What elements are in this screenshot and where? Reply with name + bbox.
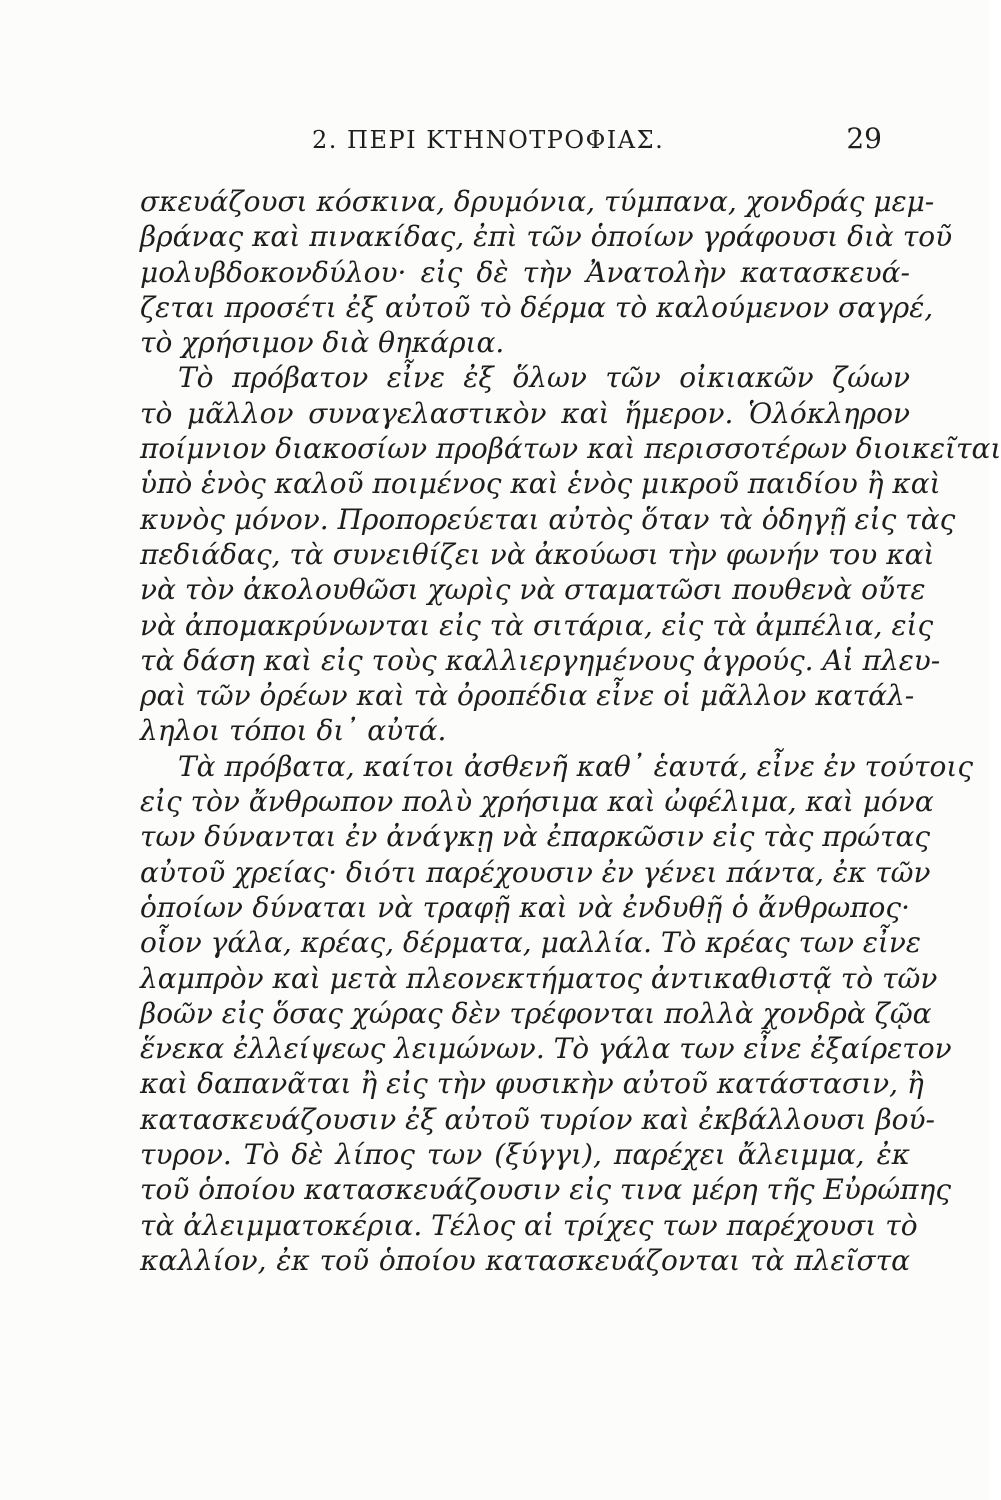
text-line: τὰ ἀλειμματοκέρια. Τέλος αἱ τρίχες των παρέχουσι τὸ	[140, 1208, 918, 1242]
paragraph-start-line: Τὸ πρόβατον εἶνε ἐξ ὅλων τῶν οἰκιακῶν ζώων	[178, 361, 910, 395]
text-line: ὁποίων δύναται νὰ τραφῇ καὶ νὰ ἐνδυθῇ ὁ ἄνθρωπος·	[140, 890, 910, 924]
paragraph-start-line: Τὰ πρόβατα, καίτοι ἀσθενῆ καθ᾽ ἑαυτά, εἶνε ἐν τούτοις	[178, 749, 974, 783]
text-line: πεδιάδας, τὰ συνειθίζει νὰ ἀκούωσι τὴν φωνήν του καὶ	[140, 537, 935, 571]
text-line: των δύνανται ἐν ἀνάγκῃ νὰ ἐπαρκῶσιν εἰς τὰς πρώτας	[140, 820, 931, 854]
text-line: βοῶν εἰς ὅσας χώρας δὲν τρέφονται πολλὰ χονδρὰ ζῷα	[140, 996, 932, 1030]
text-line: κυνὸς μόνον. Προπορεύεται αὐτὸς ὅταν τὰ ὁδηγῇ εἰς τὰς	[140, 502, 956, 536]
text-line: ἕνεκα ἐλλείψεως λειμώνων. Τὸ γάλα των εἶνε ἐξαίρετον	[140, 1032, 952, 1066]
text-line: καὶ δαπανᾶται ἢ εἰς τὴν φυσικὴν αὐτοῦ κατάστασιν, ἢ	[140, 1067, 924, 1101]
text-line: τὸ χρήσιμον διὰ θηκάρια.	[140, 326, 505, 360]
text-line: ζεται προσέτι ἐξ αὐτοῦ τὸ δέρμα τὸ καλούμενον σαγρέ,	[140, 290, 934, 324]
body-text	[140, 184, 1001, 1278]
text-line: τοῦ ὁποίου κατασκευάζουσιν εἰς τινα μέρη τῆς Εὐρώπης	[140, 1173, 952, 1207]
text-line: ραὶ τῶν ὀρέων καὶ τὰ ὀροπέδια εἶνε οἱ μᾶλλον κατάλ-	[140, 679, 915, 713]
text-line: ποίμνιον διακοσίων προβάτων καὶ περισσοτέρων διοικεῖται	[140, 432, 1001, 466]
text-line: κατασκευάζουσιν ἐξ αὐτοῦ τυρίον καὶ ἐκβάλλουσι βού-	[140, 1102, 935, 1136]
text-line: οἷον γάλα, κρέας, δέρματα, μαλλία. Τὸ κρέας των εἶνε	[140, 926, 921, 960]
text-line: τὰ δάση καὶ εἰς τοὺς καλλιεργημένους ἀγρούς. Αἱ πλευ-	[140, 643, 941, 677]
text-line: αὐτοῦ χρείας· διότι παρέχουσιν ἐν γένει πάντα, ἐκ τῶν	[140, 855, 931, 889]
text-line: τυρον. Τὸ δὲ λίπος των (ξύγγι), παρέχει ἄλειμμα, ἐκ	[140, 1138, 910, 1172]
text-line: μολυβδοκονδύλου· εἰς δὲ τὴν Ἀνατολὴν κατασκευά-	[140, 255, 910, 289]
text-line: νὰ τὸν ἀκολουθῶσι χωρὶς νὰ σταματῶσι πουθενὰ οὔτε	[140, 573, 926, 607]
text-line: σκευάζουσι κόσκινα, δρυμόνια, τύμπανα, χονδράς μεμ-	[140, 185, 935, 218]
text-line: τὸ μᾶλλον συναγελαστικὸν καὶ ἥμερον. Ὁλόκληρον	[140, 396, 910, 430]
page-header	[312, 122, 882, 166]
text-line: εἰς τὸν ἄνθρωπον πολὺ χρήσιμα καὶ ὠφέλιμα, καὶ μόνα	[140, 785, 934, 819]
text-line: νὰ ἀπομακρύνωνται εἰς τὰ σιτάρια, εἰς τὰ ἀμπέλια, εἰς	[140, 608, 934, 642]
text-line: λαμπρὸν καὶ μετὰ πλεονεκτήματος ἀντικαθιστᾷ τὸ τῶν	[140, 961, 938, 995]
text-line: ληλοι τόποι δι᾽ αὐτά.	[140, 714, 447, 748]
text-line: βράνας καὶ πινακίδας, ἐπὶ τῶν ὁποίων γράφουσι διὰ τοῦ	[140, 220, 953, 254]
page-number: 29	[846, 122, 882, 155]
text-line: ὑπὸ ἑνὸς καλοῦ ποιμένος καὶ ἑνὸς μικροῦ παιδίου ἢ καὶ	[140, 467, 941, 501]
running-title: 2. ΠΕΡΙ ΚΤΗΝΟΤΡΟΦΙΑΣ.	[312, 126, 665, 154]
text-line: καλλίον, ἐκ τοῦ ὁποίου κατασκευάζονται τὰ πλεῖστα	[140, 1243, 910, 1277]
